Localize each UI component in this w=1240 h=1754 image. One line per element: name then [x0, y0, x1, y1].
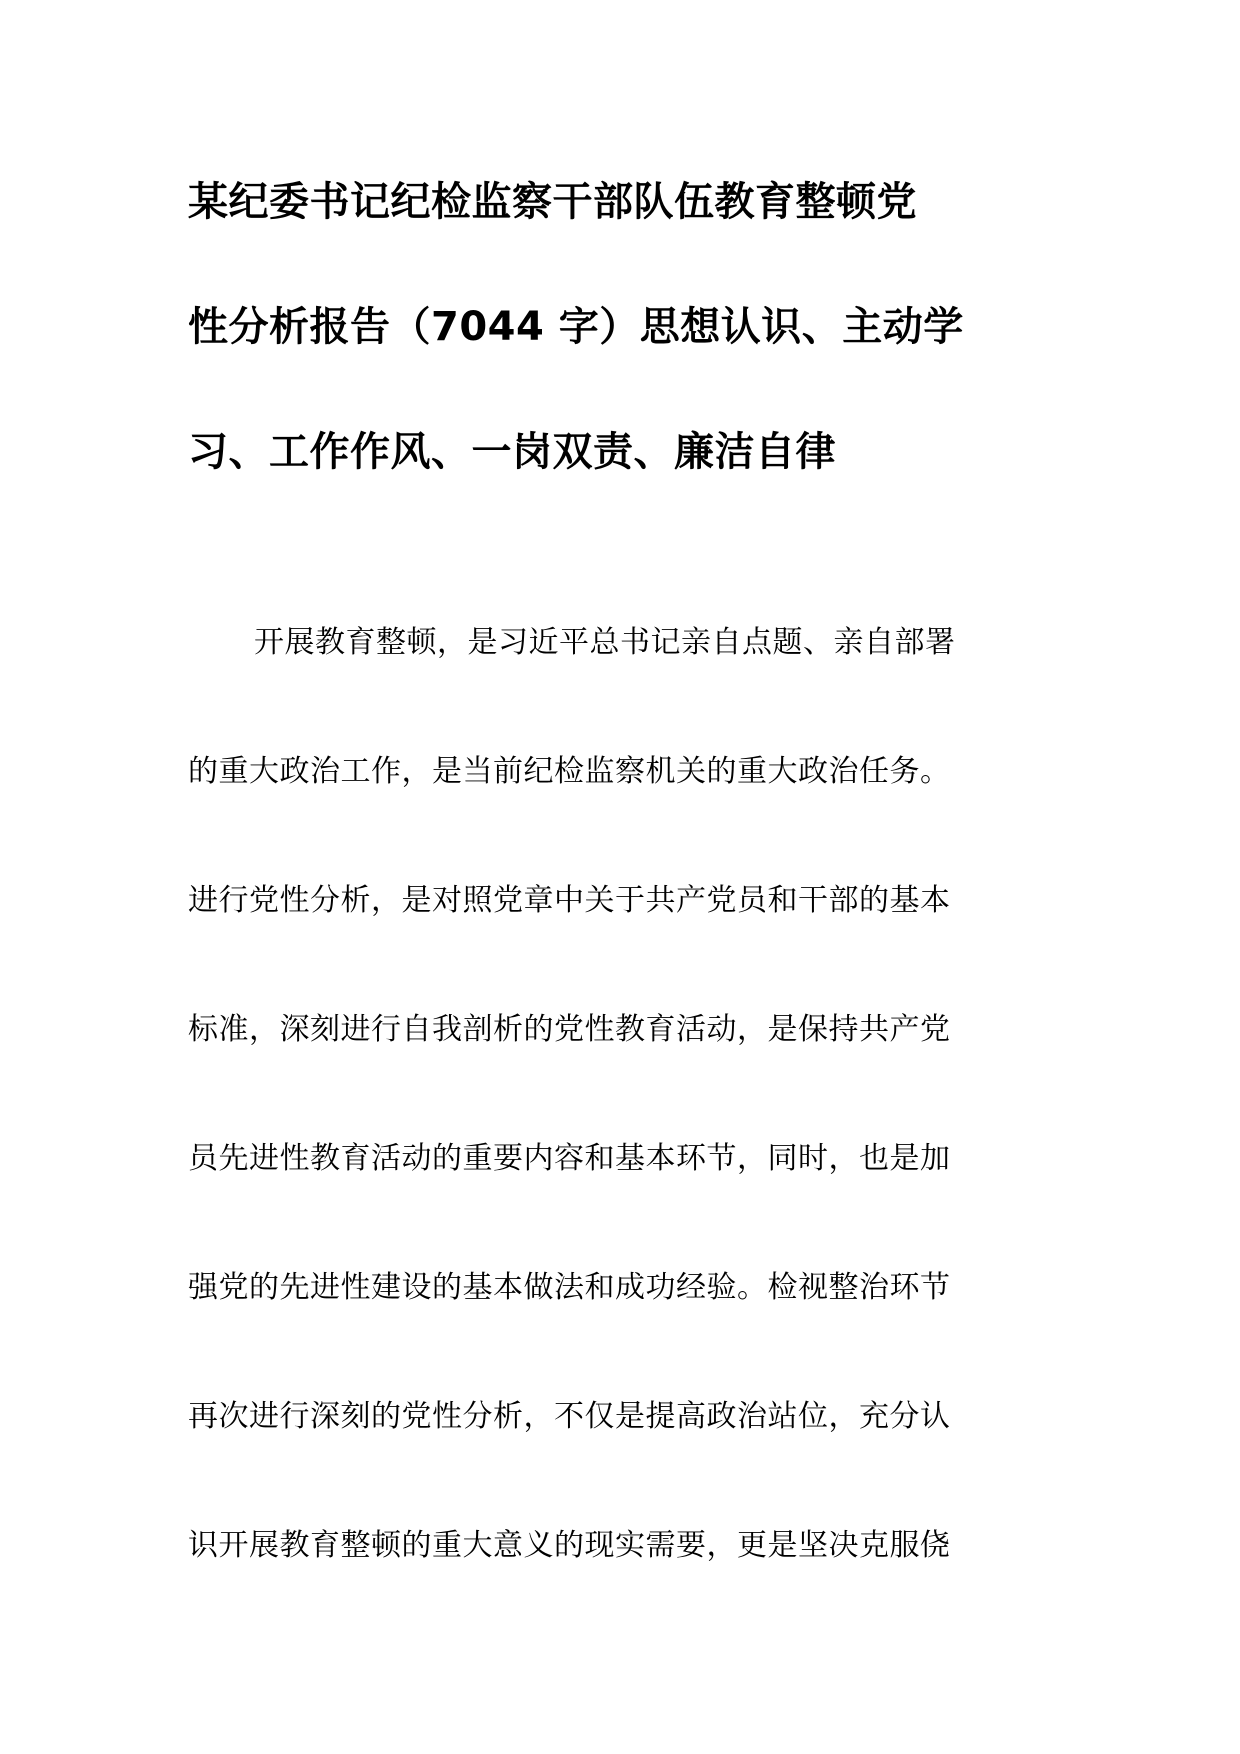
- body-text-line-5: 员先进性教育活动的重要内容和基本环节，同时，也是加: [188, 1141, 951, 1176]
- body-text-line-2: 的重大政治工作，是当前纪检监察机关的重大政治任务。: [188, 754, 951, 789]
- body-text-line-6: 强党的先进性建设的基本做法和成功经验。检视整治环节: [188, 1270, 951, 1305]
- body-text-line-4: 标准，深刻进行自我剖析的党性教育活动，是保持共产党: [188, 1012, 951, 1047]
- body-text-line-8: 识开展教育整顿的重大意义的现实需要，更是坚决克服侥: [188, 1528, 951, 1563]
- document-title-line-3: 习、工作作风、一岗双责、廉洁自律: [188, 429, 836, 475]
- document-title-line-2: 性分析报告（7044 字）思想认识、主动学: [188, 304, 964, 350]
- body-text-line-1: 开展教育整顿，是习近平总书记亲自点题、亲自部署: [254, 625, 956, 660]
- body-text-line-7: 再次进行深刻的党性分析，不仅是提高政治站位，充分认: [188, 1399, 951, 1434]
- document-title-line-1: 某纪委书记纪检监察干部队伍教育整顿党: [188, 179, 917, 225]
- body-text-line-3: 进行党性分析，是对照党章中关于共产党员和干部的基本: [188, 883, 951, 918]
